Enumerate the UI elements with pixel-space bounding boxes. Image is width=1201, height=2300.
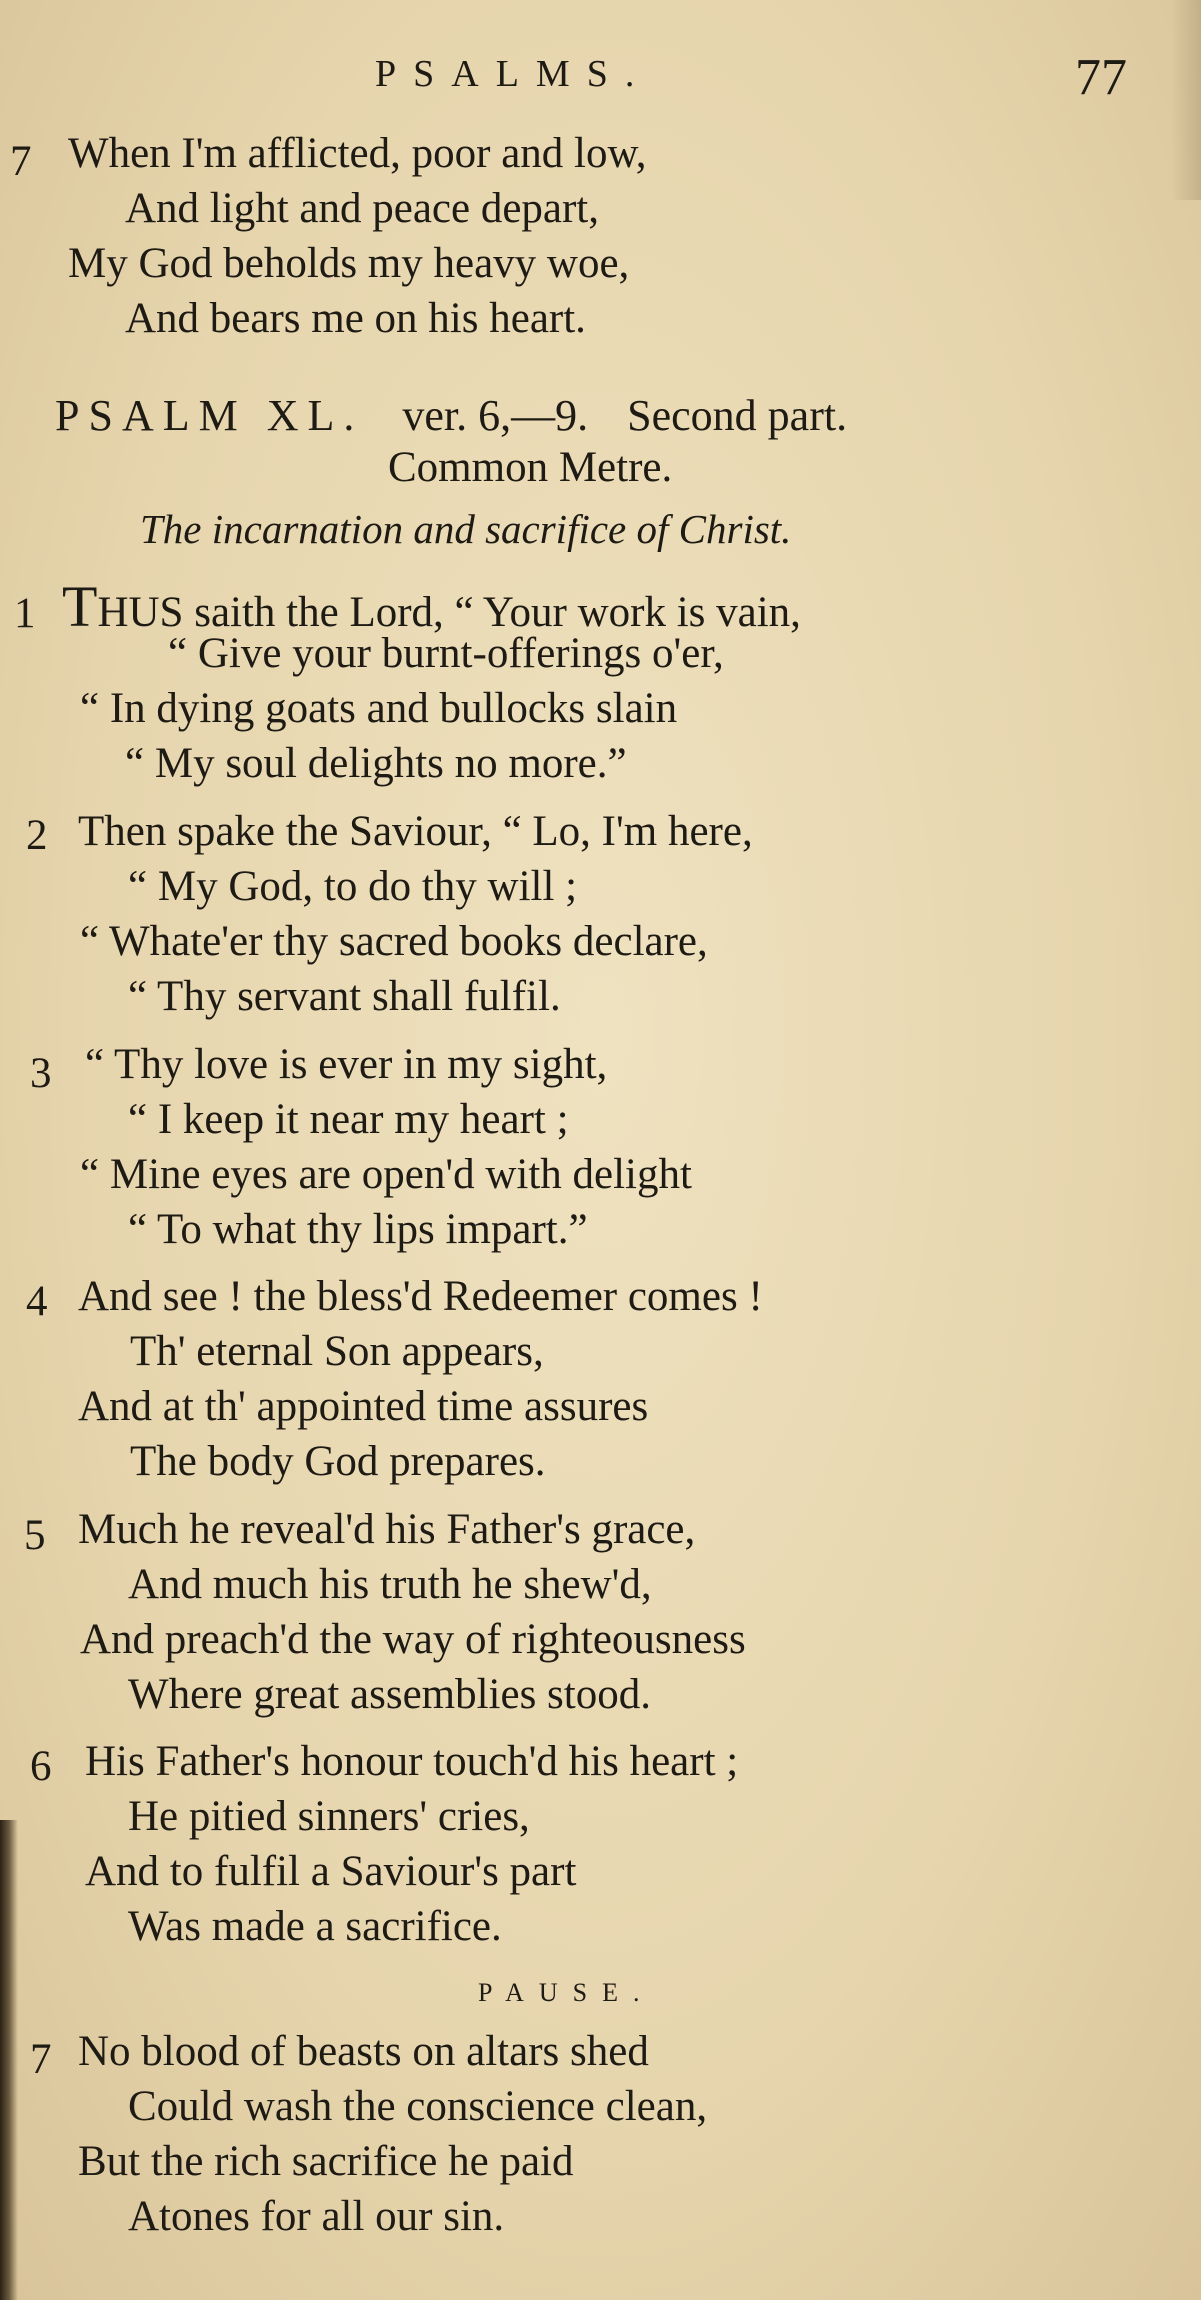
verse-line: “ To what thy lips impart.” (128, 1206, 588, 1253)
running-head: PSALMS. (375, 53, 652, 95)
psalm-part: Second part. (627, 391, 848, 440)
verse-line: And see ! the bless'd Redeemer comes ! (78, 1273, 763, 1320)
verse-line: And much his truth he shew'd, (128, 1561, 652, 1608)
verse-line: When I'm afflicted, poor and low, (68, 130, 647, 177)
verse-line: And preach'd the way of righteousness (80, 1616, 746, 1663)
verse-line: No blood of beasts on altars shed (78, 2028, 649, 2075)
verse-line: And to fulfil a Saviour's part (85, 1848, 577, 1895)
verse-line: “ I keep it near my heart ; (128, 1096, 569, 1143)
verse-line: “ In dying goats and bullocks slain (80, 685, 678, 732)
verse-line: He pitied sinners' cries, (128, 1793, 530, 1840)
verse-line: “ Thy love is ever in my sight, (85, 1041, 608, 1088)
verse-line: My God beholds my heavy woe, (68, 240, 630, 287)
verse-line: “ Mine eyes are open'd with delight (80, 1151, 692, 1198)
psalm-subject: The incarnation and sacrifice of Christ. (140, 506, 792, 552)
pause-heading: PAUSE. (478, 1978, 655, 2007)
stanza-number: 4 (26, 1278, 48, 1325)
stanza-number: 7 (10, 138, 32, 185)
page-header (0, 49, 1201, 112)
verse-line: And light and peace depart, (125, 185, 600, 232)
verse-line: Could wash the conscience clean, (128, 2083, 708, 2130)
verse-line: “ Give your burnt-offerings o'er, (168, 630, 724, 677)
verse-line: Was made a sacrifice. (128, 1903, 502, 1950)
psalm-heading (55, 390, 847, 441)
verse-line: The body God prepares. (130, 1438, 546, 1485)
verse-line: Atones for all our sin. (128, 2193, 505, 2240)
psalm-verses-ref: ver. 6,—9. (402, 391, 589, 440)
verse-line: Where great assemblies stood. (128, 1671, 651, 1718)
verse-line-text: HUS saith the Lord, “ Your work is vain, (97, 589, 801, 636)
psalm-metre: Common Metre. (388, 444, 673, 491)
psalm-title: PSALM XL. (55, 391, 364, 440)
stanza-number: 3 (30, 1050, 52, 1097)
stanza-number: 5 (24, 1512, 46, 1559)
verse-line-first (62, 574, 801, 639)
stanza-number: 1 (14, 590, 36, 637)
stanza-number: 7 (30, 2036, 52, 2083)
verse-line: Then spake the Saviour, “ Lo, I'm here, (78, 808, 753, 855)
verse-line: But the rich sacrifice he paid (78, 2138, 574, 2185)
verse-line: Much he reveal'd his Father's grace, (78, 1506, 696, 1553)
verse-line: And bears me on his heart. (125, 295, 586, 342)
verse-line: “ Whate'er thy sacred books declare, (80, 918, 708, 965)
page-gutter-shadow (0, 1820, 18, 2300)
stanza-number: 2 (26, 812, 48, 859)
drop-cap: T (62, 574, 98, 639)
verse-line: “ Thy servant shall fulfil. (128, 973, 561, 1020)
verse-line: And at th' appointed time assures (78, 1383, 649, 1430)
stanza-number: 6 (30, 1743, 52, 1790)
verse-line: “ My God, to do thy will ; (128, 863, 578, 910)
verse-line: His Father's honour touch'd his heart ; (85, 1738, 739, 1785)
page-number: 77 (1075, 49, 1127, 106)
verse-line: Th' eternal Son appears, (130, 1328, 544, 1375)
verse-line: “ My soul delights no more.” (125, 740, 627, 787)
